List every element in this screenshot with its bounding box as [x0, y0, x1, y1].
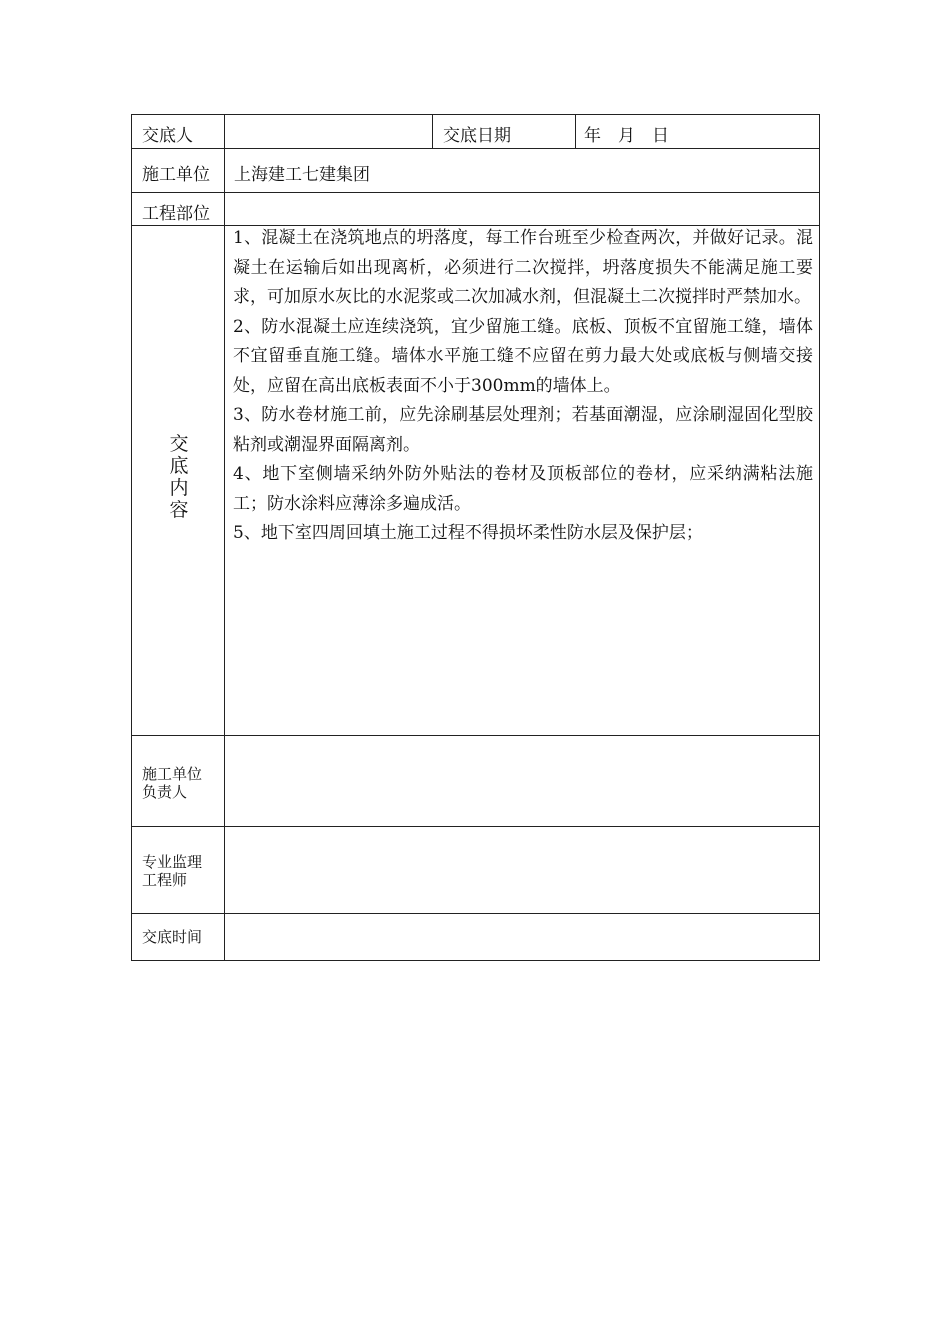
- cell-content-label: [131, 225, 225, 736]
- unit-value: 上海建工七建集团: [234, 165, 370, 185]
- content-label-char: 内: [169, 477, 189, 499]
- content-label: [132, 433, 226, 521]
- content-label-char: 交: [169, 433, 189, 455]
- cell-part-label: [131, 192, 225, 226]
- supervisor-label-line1: 专业监理: [142, 853, 203, 871]
- cell-supervisor-value[interactable]: [224, 826, 820, 914]
- date-value: 年 月 日: [584, 126, 669, 146]
- unit-leader-label-line1: 施工单位: [142, 765, 203, 783]
- time-label: 交底时间: [142, 928, 203, 946]
- cell-unit-label: [131, 148, 225, 193]
- cell-time-label: [131, 913, 225, 961]
- cell-time-value[interactable]: [224, 913, 820, 961]
- date-label: 交底日期: [443, 126, 511, 146]
- cell-unit-value[interactable]: [224, 148, 820, 193]
- content-label-char: 容: [169, 499, 189, 521]
- part-label: 工程部位: [142, 204, 210, 224]
- unit-leader-label-line2: 负责人: [142, 783, 188, 801]
- supervisor-label-line2: 工程师: [142, 871, 188, 889]
- cell-supervisor-label: [131, 826, 225, 914]
- content-item: 1、混凝土在浇筑地点的坍落度，每工作台班至少检查两次，并做好记录。混凝土在运输后如出现离析，必须进行二次搅拌，坍落度损失不能满足施工要求，可加原水灰比的水泥浆或二次加减水剂，但混凝土二次搅拌时严禁加水。: [233, 228, 813, 307]
- content-body: [225, 224, 819, 549]
- cell-date-value[interactable]: [575, 114, 820, 149]
- cell-person-value[interactable]: [224, 114, 433, 149]
- content-item: 2、防水混凝土应连续浇筑，宜少留施工缝。底板、顶板不宜留施工缝，墙体不宜留垂直施工缝。墙体水平施工缝不应留在剪力最大处或底板与侧墙交接处，应留在高出底板表面不小于300mm的墙体上。: [233, 316, 813, 396]
- content-item: 3、防水卷材施工前，应先涂刷基层处理剂；若基面潮湿，应涂刷湿固化型胶粘剂或潮湿界面隔离剂。: [233, 405, 813, 455]
- cell-person-label: [131, 114, 225, 149]
- unit-label: 施工单位: [142, 165, 210, 185]
- person-label: 交底人: [142, 126, 193, 146]
- cell-content-value[interactable]: [224, 225, 820, 736]
- cell-part-value[interactable]: [224, 192, 820, 226]
- content-label-char: 底: [169, 455, 189, 477]
- disclosure-form-table: [131, 114, 820, 961]
- content-item: 4、地下室侧墙采纳外防外贴法的卷材及顶板部位的卷材，应采纳满粘法施工；防水涂料应薄涂多遍成活。: [233, 464, 813, 514]
- content-item: 5、地下室四周回填土施工过程不得损坏柔性防水层及保护层；: [233, 523, 703, 543]
- cell-unit-leader-value[interactable]: [224, 735, 820, 827]
- cell-date-label: [432, 114, 576, 149]
- unit-leader-label: [142, 765, 202, 801]
- cell-unit-leader-label: [131, 735, 225, 827]
- supervisor-label: [142, 853, 202, 889]
